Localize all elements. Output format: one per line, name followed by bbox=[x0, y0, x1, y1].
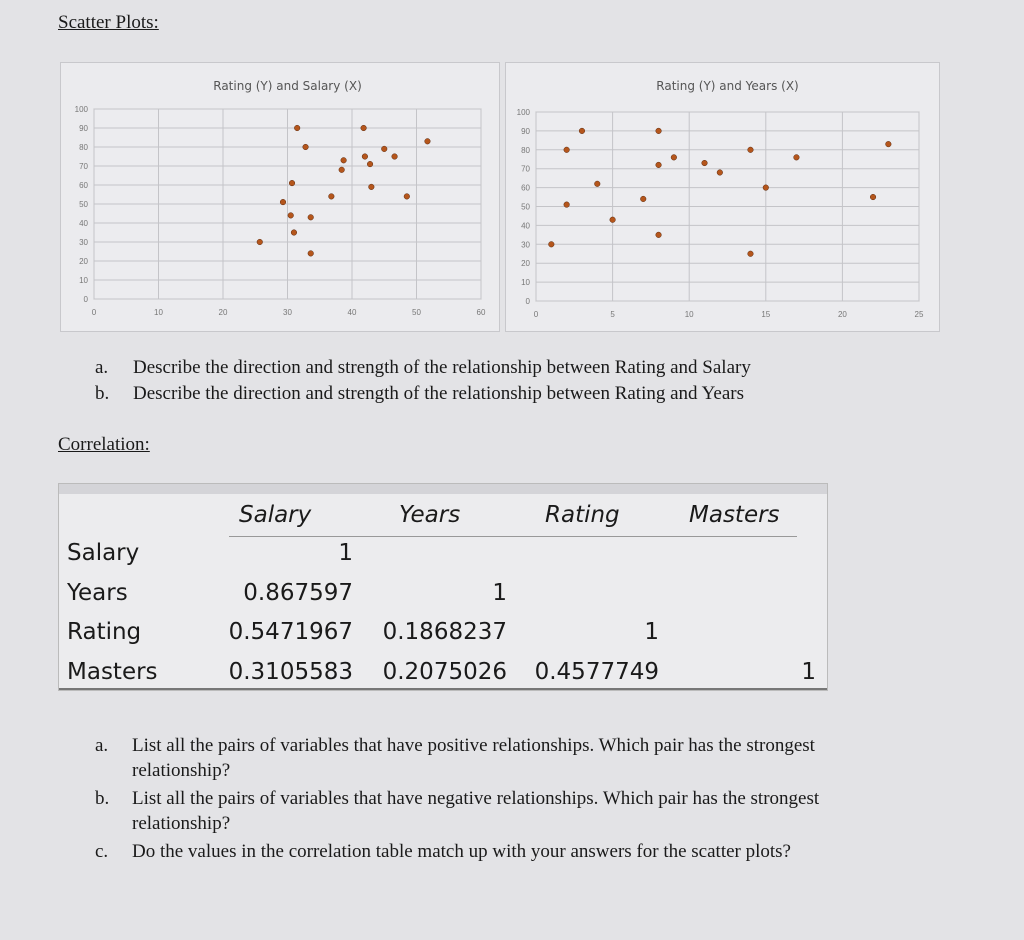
question-label: b. bbox=[95, 383, 110, 404]
col-header-rating: Rating bbox=[545, 502, 620, 528]
chart-rating-years bbox=[505, 62, 940, 332]
correlation-table bbox=[58, 483, 828, 691]
data-point bbox=[308, 251, 314, 257]
x-tick-label: 5 bbox=[610, 310, 615, 319]
data-point bbox=[656, 162, 662, 168]
chart-rating-salary bbox=[60, 62, 500, 332]
question-label: c. bbox=[95, 841, 109, 862]
x-tick-label: 40 bbox=[347, 308, 357, 317]
question-text: List all the pairs of variables that have positive relationships. Which pair has the strongest bbox=[132, 735, 815, 756]
y-tick-label: 50 bbox=[79, 200, 88, 209]
data-point bbox=[339, 167, 345, 173]
data-point bbox=[763, 185, 769, 191]
data-point bbox=[362, 154, 368, 160]
question-text: Do the values in the correlation table match up with your answers for the scatter plots? bbox=[132, 841, 791, 862]
y-tick-label: 70 bbox=[521, 164, 530, 174]
table-cell: 0.867597 bbox=[243, 579, 353, 606]
row-label: Years bbox=[67, 579, 128, 606]
data-point bbox=[280, 199, 286, 205]
data-point bbox=[794, 155, 800, 161]
data-point bbox=[288, 213, 294, 219]
data-point bbox=[425, 139, 431, 145]
scatter-plot-rating-years bbox=[506, 63, 939, 331]
y-tick-label: 40 bbox=[79, 219, 88, 228]
y-tick-label: 40 bbox=[521, 221, 530, 231]
y-tick-label: 20 bbox=[521, 259, 530, 269]
data-point bbox=[640, 196, 646, 202]
y-tick-label: 90 bbox=[521, 126, 530, 136]
x-tick-label: 15 bbox=[761, 310, 771, 319]
question-text-continued: relationship? bbox=[132, 813, 231, 834]
question-label: a. bbox=[95, 357, 109, 378]
x-tick-label: 0 bbox=[91, 308, 97, 317]
data-point bbox=[303, 144, 309, 150]
data-point bbox=[369, 184, 375, 190]
data-point bbox=[564, 147, 570, 153]
table-cell: 0.1868237 bbox=[382, 619, 507, 645]
section-heading-correlation: Correlation: bbox=[58, 434, 150, 455]
y-tick-label: 0 bbox=[83, 295, 88, 304]
x-tick-label: 25 bbox=[914, 310, 924, 319]
data-point bbox=[381, 146, 387, 152]
data-point bbox=[257, 239, 263, 245]
question-text: Describe the direction and strength of the relationship between Rating and Years bbox=[133, 383, 744, 404]
scatter-plot-rating-salary bbox=[61, 63, 499, 331]
question-text: Describe the direction and strength of the relationship between Rating and Salary bbox=[133, 357, 751, 378]
table-cell: 0.2075026 bbox=[382, 658, 507, 685]
bottom-border bbox=[59, 688, 827, 690]
y-tick-label: 30 bbox=[79, 238, 88, 247]
data-point bbox=[404, 194, 410, 200]
data-point bbox=[392, 154, 398, 160]
data-point bbox=[579, 128, 585, 134]
col-header-salary: Salary bbox=[239, 502, 312, 528]
y-tick-label: 10 bbox=[79, 276, 88, 285]
y-tick-label: 50 bbox=[521, 202, 530, 212]
table-cell: 1 bbox=[644, 619, 659, 645]
y-tick-label: 100 bbox=[516, 108, 530, 117]
table-cell: 1 bbox=[801, 658, 816, 685]
x-tick-label: 0 bbox=[533, 310, 539, 319]
x-tick-label: 10 bbox=[684, 310, 694, 319]
data-point bbox=[717, 170, 723, 176]
y-tick-label: 80 bbox=[79, 143, 88, 152]
section-heading-scatter-plots: Scatter Plots: bbox=[58, 12, 159, 33]
y-tick-label: 100 bbox=[74, 105, 88, 114]
table-cell: 0.4577749 bbox=[534, 658, 659, 685]
question-text: List all the pairs of variables that have negative relationships. Which pair has the strongest bbox=[132, 788, 820, 809]
col-header-masters: Masters bbox=[689, 502, 780, 528]
y-tick-label: 70 bbox=[79, 162, 88, 171]
y-tick-label: 10 bbox=[521, 278, 530, 288]
data-point bbox=[656, 128, 662, 134]
y-tick-label: 90 bbox=[79, 124, 88, 133]
data-point bbox=[702, 160, 708, 166]
row-label: Salary bbox=[67, 540, 140, 566]
data-point bbox=[361, 125, 367, 131]
row-label: Rating bbox=[67, 619, 142, 645]
data-point bbox=[870, 194, 876, 200]
data-point bbox=[291, 230, 297, 236]
data-point bbox=[886, 141, 892, 147]
question-label: b. bbox=[95, 788, 110, 809]
data-point bbox=[671, 155, 677, 161]
data-point bbox=[748, 147, 754, 153]
data-point bbox=[610, 217, 616, 223]
data-point bbox=[329, 194, 335, 200]
x-tick-label: 10 bbox=[154, 308, 163, 317]
data-point bbox=[656, 232, 662, 238]
data-point bbox=[748, 251, 754, 257]
question-text-continued: relationship? bbox=[132, 760, 231, 781]
data-point bbox=[308, 215, 314, 221]
x-tick-label: 50 bbox=[412, 308, 421, 317]
data-point bbox=[341, 158, 347, 164]
data-point bbox=[367, 161, 373, 167]
data-point bbox=[549, 242, 555, 248]
y-tick-label: 0 bbox=[525, 297, 530, 306]
x-tick-label: 20 bbox=[218, 308, 228, 317]
y-tick-label: 60 bbox=[521, 183, 530, 193]
data-point bbox=[289, 180, 295, 186]
table-cell: 0.5471967 bbox=[228, 619, 353, 645]
chart-title: Rating (Y) and Salary (X) bbox=[213, 79, 362, 93]
y-tick-label: 20 bbox=[79, 257, 88, 266]
data-point bbox=[594, 181, 600, 187]
x-tick-label: 60 bbox=[476, 308, 486, 317]
row-label: Masters bbox=[67, 658, 158, 685]
table-cell: 0.3105583 bbox=[228, 658, 353, 685]
chart-title: Rating (Y) and Years (X) bbox=[656, 79, 799, 93]
col-header-years: Years bbox=[399, 502, 461, 528]
y-tick-label: 30 bbox=[521, 240, 530, 250]
data-point bbox=[294, 125, 300, 131]
x-tick-label: 20 bbox=[837, 310, 847, 319]
table-cell: 1 bbox=[492, 579, 507, 606]
question-label: a. bbox=[95, 735, 109, 756]
table-top-strip bbox=[59, 484, 827, 494]
y-tick-label: 80 bbox=[521, 145, 530, 155]
header-divider bbox=[229, 536, 797, 537]
x-tick-label: 30 bbox=[283, 308, 292, 317]
y-tick-label: 60 bbox=[79, 181, 88, 190]
data-point bbox=[564, 202, 570, 208]
table-cell: 1 bbox=[338, 540, 353, 566]
